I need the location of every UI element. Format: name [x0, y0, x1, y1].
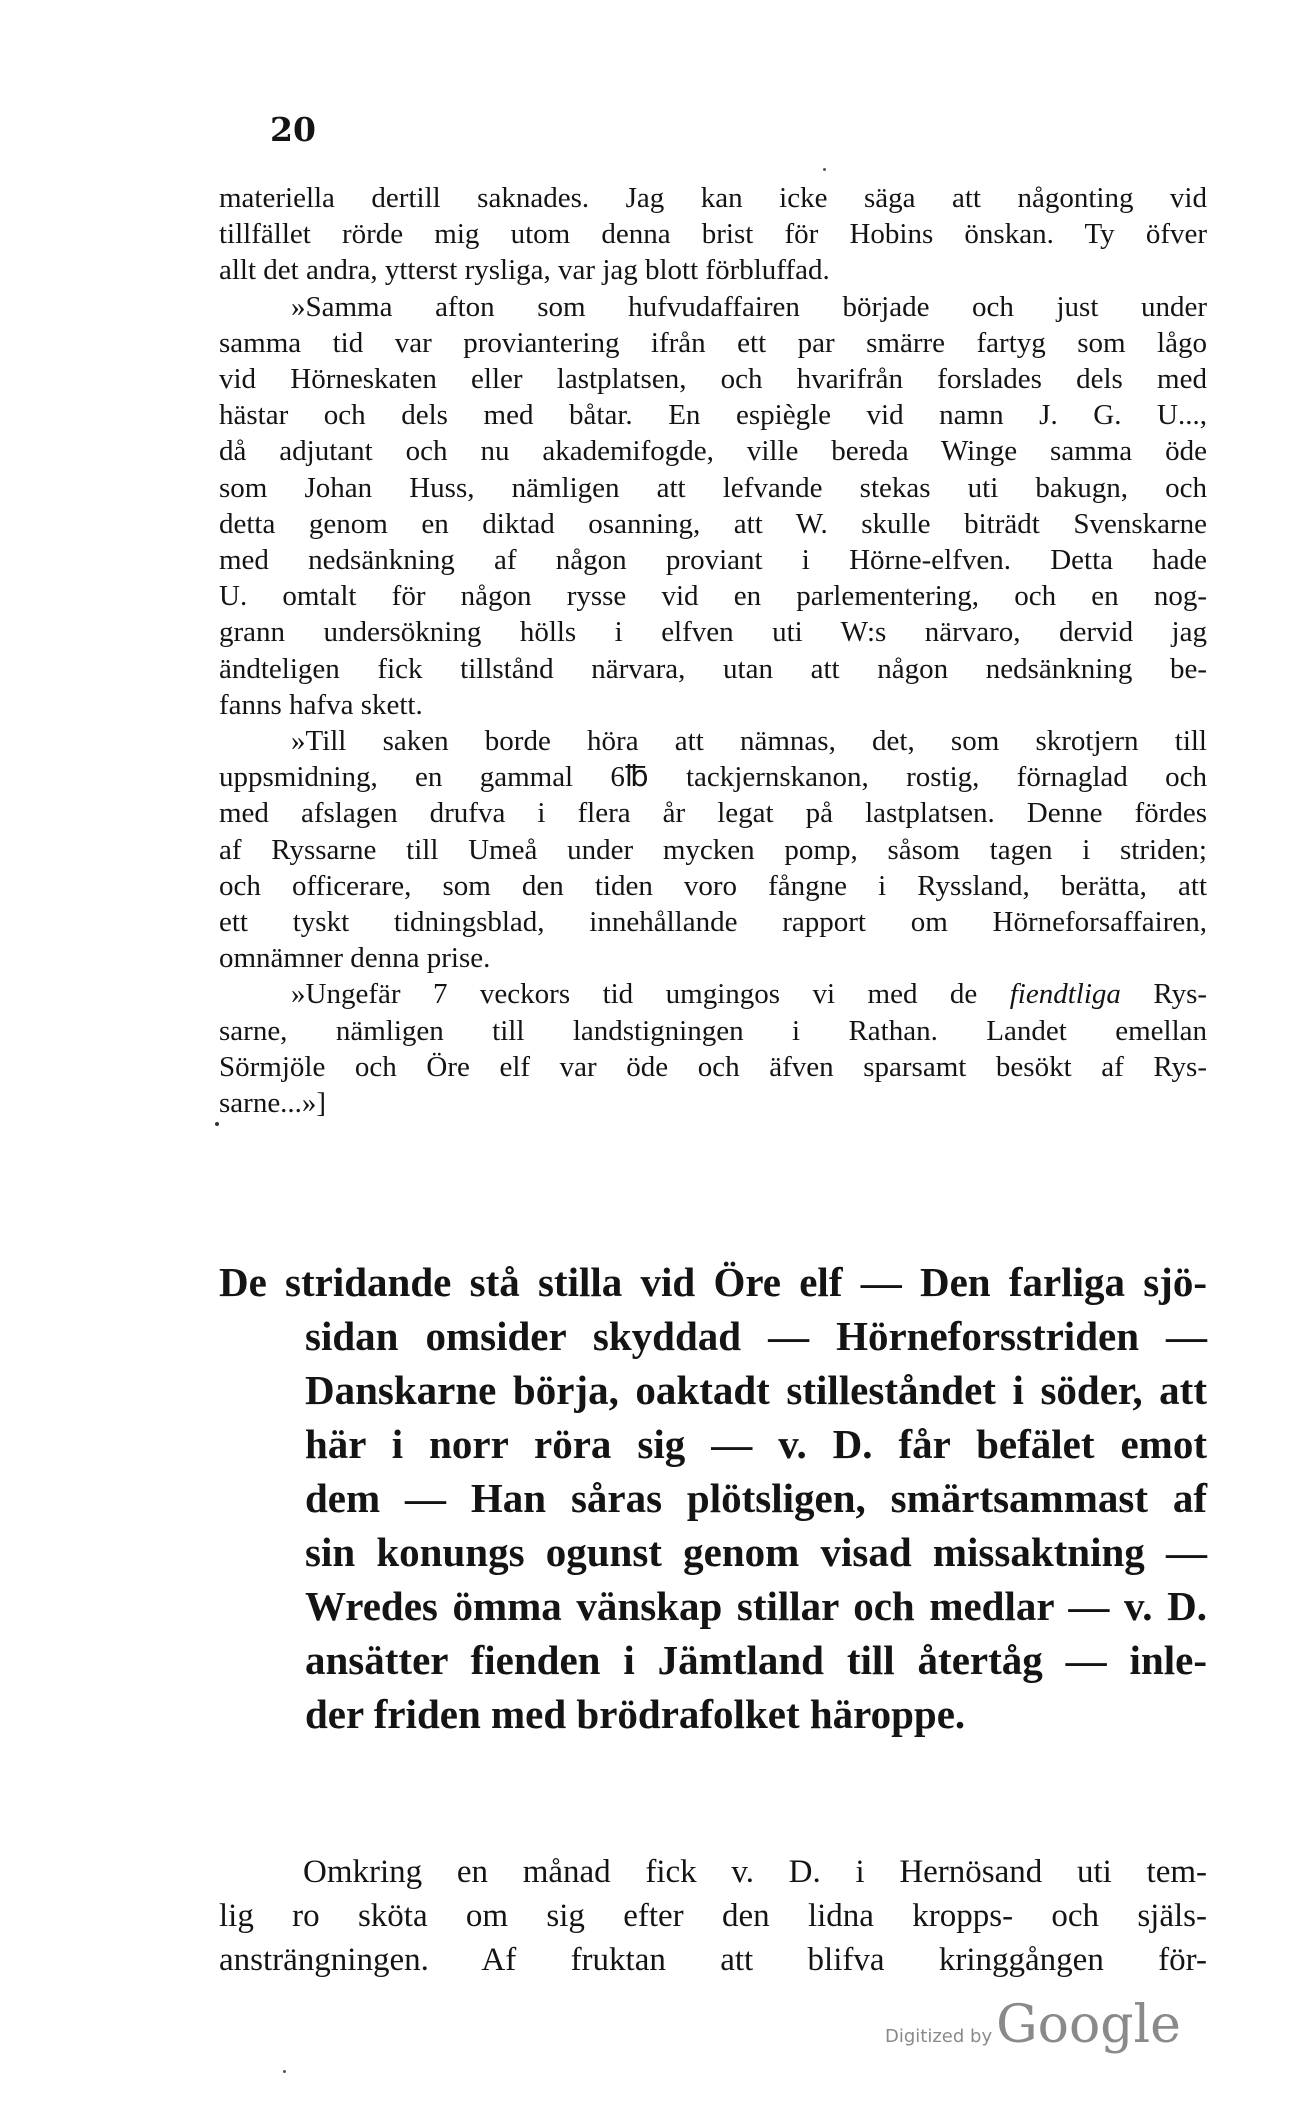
text-line: U. omtalt för någon rysse vid en parlementering, och en nog- [219, 580, 1207, 613]
heading-line: Wredes ömma vänskap stillar och medlar — v. D. [305, 1583, 1207, 1629]
heading-line: ansätter fienden i Jämtland till återtåg — inle- [305, 1637, 1207, 1683]
text-line: allt det andra, ytterst rysliga, var jag blott förbluffad. [219, 254, 830, 287]
text-line: sarne, nämligen till landstigningen i Rathan. Landet emellan [219, 1014, 1207, 1047]
google-logo: Google [996, 1995, 1181, 2055]
text-line: omnämner denna prise. [219, 942, 491, 975]
text-line: »Till saken borde höra att nämnas, det, som skrotjern till [291, 725, 1207, 758]
text-line: lig ro sköta om sig efter den lidna kropps- och själs- [219, 1898, 1207, 1934]
digitized-watermark [885, 1995, 1181, 2055]
text-line: ett tyskt tidningsblad, innehållande rapport om Hörneforsaffairen, [219, 906, 1207, 939]
text-line: hästar och dels med båtar. En espiègle vid namn J. G. U..., [219, 399, 1207, 432]
text-fragment: »Ungefär 7 veckors tid umgingos vi med de [291, 978, 978, 1011]
heading-line: dem — Han såras plötsligen, smärtsammast af [305, 1475, 1207, 1521]
print-speck [823, 168, 826, 171]
text-line: samma tid var proviantering ifrån ett par smärre fartyg som lågo [219, 326, 1207, 359]
text-line: detta genom en diktad osanning, att W. skulle biträdt Svenskarne [219, 507, 1207, 540]
text-line: tillfället rörde mig utom denna brist för Hobins önskan. Ty öfver [219, 218, 1207, 251]
text-line: ansträngningen. Af fruktan att blifva kringgången för- [219, 1942, 1207, 1978]
text-line: som Johan Huss, nämligen att lefvande stekas uti bakugn, och [219, 471, 1207, 504]
heading-line: De stridande stå stilla vid Öre elf — Den farliga sjö- [219, 1259, 1207, 1305]
text-line: ändteligen fick tillstånd närvara, utan att någon nedsänkning be- [219, 652, 1207, 685]
body-text-top [219, 180, 1207, 1121]
text-line: uppsmidning, en gammal 6℔ tackjernskanon, rostig, förnaglad och [219, 761, 1207, 794]
text-line: med nedsänkning af någon proviant i Hörne-elfven. Detta hade [219, 544, 1207, 577]
heading-line: der friden med brödrafolket häroppe. [305, 1691, 966, 1737]
body-text-lower [219, 1850, 1207, 1982]
text-line: af Ryssarne till Umeå under mycken pomp, såsom tagen i striden; [219, 833, 1207, 866]
text-line: »Samma afton som hufvudaffairen började och just under [291, 290, 1207, 323]
heading-line: sin konungs ogunst genom visad missaktning — [305, 1529, 1207, 1575]
text-line: fanns hafva skett. [219, 688, 423, 721]
text-fragment: Rys- [1153, 978, 1208, 1011]
italic-word: fiendtliga [1009, 978, 1121, 1011]
heading-line: sidan omsider skyddad — Hörneforsstriden — [305, 1313, 1207, 1359]
text-line: Sörmjöle och Öre elf var öde och äfven sparsamt besökt af Rys- [219, 1050, 1207, 1083]
text-line: vid Hörneskaten eller lastplatsen, och hvarifrån forslades dels med [219, 363, 1207, 396]
text-line: materiella dertill saknades. Jag kan icke säga att någonting vid [219, 182, 1207, 214]
watermark-prefix: Digitized by [885, 2026, 993, 2047]
heading-line: Danskarne börja, oaktadt stilleståndet i söder, att [305, 1367, 1207, 1413]
text-line: Omkring en månad fick v. D. i Hernösand uti tem- [303, 1854, 1207, 1890]
text-line: med afslagen drufva i flera år legat på lastplatsen. Denne fördes [219, 797, 1207, 830]
chapter-heading [219, 1255, 1207, 1741]
print-speck [283, 2070, 286, 2073]
text-line: då adjutant och nu akademifogde, ville bereda Winge samma öde [219, 435, 1207, 468]
text-line: sarne...»] [219, 1087, 327, 1120]
page-number: 20 [270, 110, 316, 149]
heading-line: här i norr röra sig — v. D. får befälet emot [305, 1421, 1207, 1467]
text-line: grann undersökning hölls i elfven uti W:s närvaro, dervid jag [219, 616, 1207, 649]
text-line [219, 976, 1207, 1012]
divider-dot [215, 1122, 219, 1126]
text-line: och officerare, som den tiden voro fångne i Ryssland, berätta, att [219, 869, 1207, 902]
